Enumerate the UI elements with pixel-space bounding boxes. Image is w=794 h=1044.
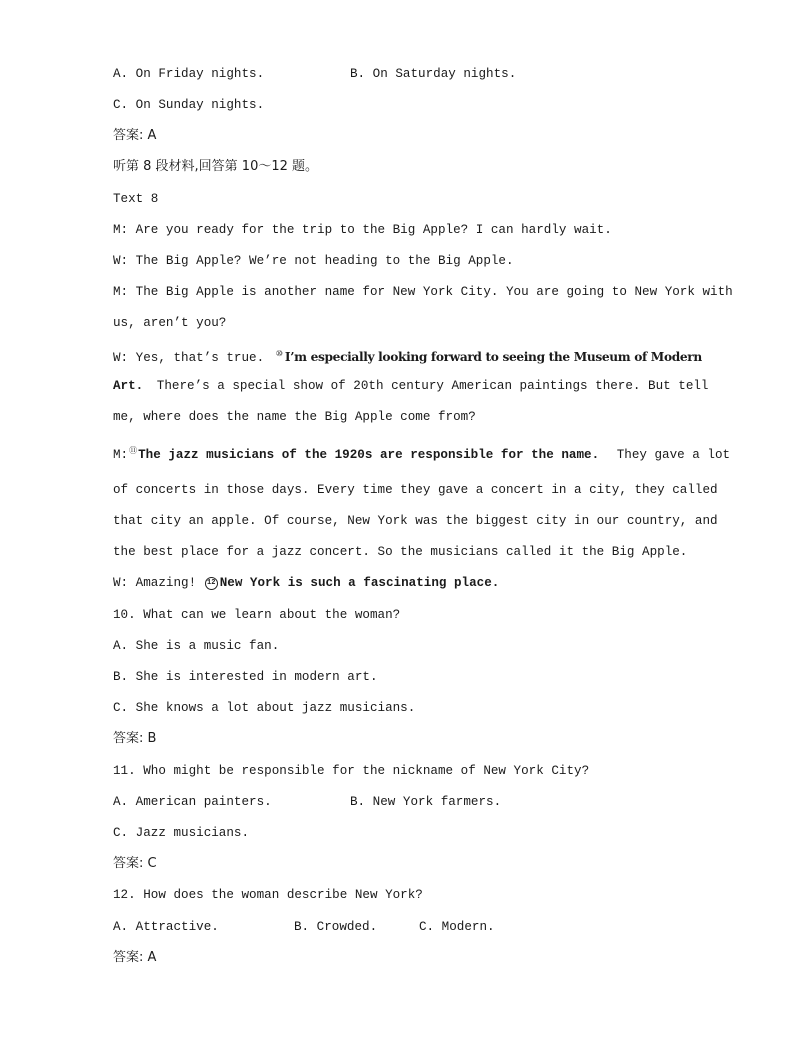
- dialogue-w1: W: The Big Apple? We’re not heading to the Big Apple.: [113, 254, 514, 268]
- q9-option-a: A. On Friday nights.: [113, 67, 265, 81]
- q9-options-row-1: [113, 66, 517, 82]
- q10-option-b: B. She is interested in modern art.: [113, 670, 378, 684]
- dialogue-m3-line3: that city an apple. Of course, New York was the biggest city in our country, and: [113, 514, 718, 528]
- q11-answer: 答案: C: [113, 856, 157, 871]
- dialogue-m2-line2: us, aren’t you?: [113, 316, 227, 330]
- m3-bold-sentence: The jazz musicians of the 1920s are responsible for the name.: [138, 448, 600, 462]
- q11-option-a: A. American painters.: [113, 795, 272, 809]
- w2-rest: There’s a special show of 20th century American paintings there. But tell: [156, 379, 709, 393]
- w3-prefix: W: Amazing!: [113, 576, 197, 590]
- q12-option-c: C. Modern.: [419, 920, 495, 934]
- note-marker-11: ⑪: [129, 447, 138, 456]
- q9-option-c: C. On Sunday nights.: [113, 98, 265, 112]
- q10-option-a: A. She is a music fan.: [113, 639, 280, 653]
- w3-bold-sentence: New York is such a fascinating place.: [219, 576, 500, 590]
- dialogue-m3-line1: [113, 444, 730, 463]
- dialogue-m3-line2: of concerts in those days. Every time they gave a concert in a city, they called: [113, 483, 718, 497]
- q12-answer: 答案: A: [113, 950, 157, 965]
- q12-stem: 12. How does the woman describe New York?: [113, 888, 423, 902]
- dialogue-m2-line1: M: The Big Apple is another name for New York City. You are going to New York with: [113, 285, 733, 299]
- text-title: Text 8: [113, 192, 159, 206]
- q10-option-c: C. She knows a lot about jazz musicians.: [113, 701, 416, 715]
- w2-prefix: W: Yes, that’s true.: [113, 351, 265, 365]
- q11-options-row-1: [113, 794, 502, 810]
- q12-option-b: B. Crowded.: [294, 920, 378, 934]
- dialogue-m1: M: Are you ready for the trip to the Big Apple? I can hardly wait.: [113, 223, 612, 237]
- dialogue-m3-line4: the best place for a jazz concert. So the musicians called it the Big Apple.: [113, 545, 688, 559]
- q12-options-row: [113, 919, 495, 935]
- w2-bold-art: Art.: [113, 379, 144, 393]
- m3-rest: They gave a lot: [616, 448, 731, 462]
- q11-option-b: B. New York farmers.: [350, 795, 502, 809]
- q10-answer: 答案: B: [113, 731, 157, 746]
- dialogue-w2-line2: [113, 378, 709, 394]
- w2-bold-sentence: I’m especially looking forward to seeing the Museum of Modern: [284, 350, 702, 364]
- q11-stem: 11. Who might be responsible for the nickname of New York City?: [113, 764, 590, 778]
- m3-prefix: M:: [113, 448, 129, 462]
- section-instruction: 听第 8 段材料,回答第 10～12 题。: [113, 159, 319, 174]
- dialogue-w2-line1: [113, 347, 702, 366]
- note-marker-12: 12: [205, 577, 218, 590]
- q10-stem: 10. What can we learn about the woman?: [113, 608, 401, 622]
- note-marker-10: ⑩: [275, 350, 283, 359]
- dialogue-w3: [113, 575, 499, 591]
- q9-option-b: B. On Saturday nights.: [350, 67, 517, 81]
- dialogue-w2-line3: me, where does the name the Big Apple come from?: [113, 410, 476, 424]
- q12-option-a: A. Attractive.: [113, 920, 219, 934]
- q11-option-c: C. Jazz musicians.: [113, 826, 250, 840]
- q9-answer: 答案: A: [113, 128, 157, 143]
